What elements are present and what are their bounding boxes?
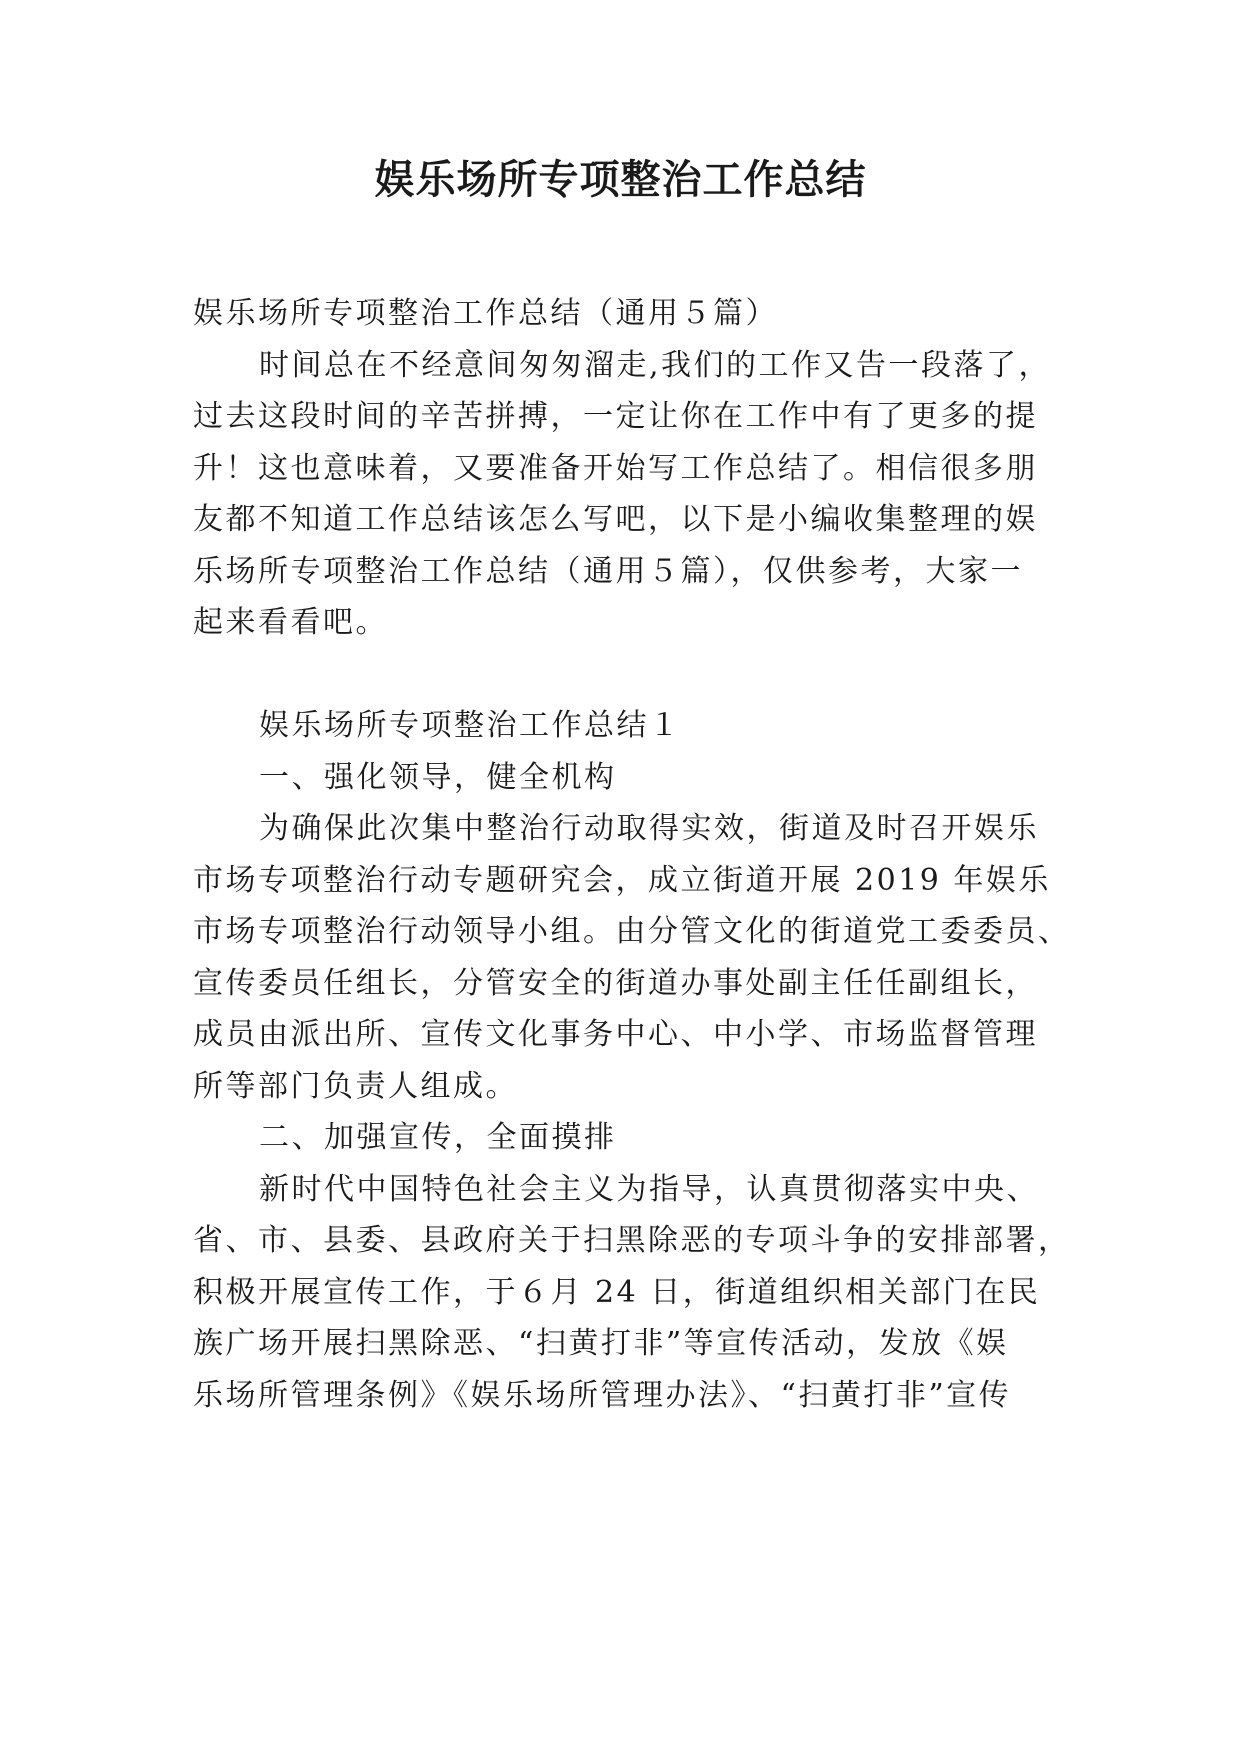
paragraph-line: 为确保此次集中整治行动取得实效，街道及时召开娱乐 [259,811,1039,846]
paragraph-line: 族广场开展扫黑除恶、“扫黄打非”等宣传活动，发放《娱 [193,1326,1009,1361]
intro-line: 友都不知道工作总结该怎么写吧，以下是小编收集整理的娱 [193,502,1038,537]
paragraph-line: 所等部门负责人组成。 [193,1068,518,1104]
paragraph-line: 市场专项整治行动专题研究会，成立街道开展 2019 年娱乐 [193,862,1051,898]
document-subtitle: 娱乐场所专项整治工作总结（通用５篇） [193,296,778,331]
paragraph-line: 积极开展宣传工作，于６月 24 日，街道组织相关部门在民 [193,1274,1041,1310]
paragraph-line: 乐场所管理条例》《娱乐场所管理办法》、“扫黄打非”宣传 [193,1377,1012,1413]
intro-line: 乐场所专项整治工作总结（通用５篇），仅供参考，大家一 [193,553,1023,589]
paragraph-line: 市场专项整治行动领导小组。由分管文化的街道党工委委员、 [193,914,1071,949]
intro-line: 时间总在不经意间匆匆溜走,我们的工作又告一段落了， [259,347,1052,383]
section-title: 娱乐场所专项整治工作总结１ [259,708,682,743]
intro-line: 起来看看吧。 [193,605,388,640]
document-body [193,288,1071,1421]
paragraph-gap [193,649,1063,701]
section-heading: 二、加强宣传，全面摸排 [259,1120,617,1155]
paragraph-line: 省、市、县委、县政府关于扫黑除恶的专项斗争的安排部署， [193,1223,1071,1258]
paragraph-line: 新时代中国特色社会主义为指导，认真贯彻落实中央、 [259,1171,1039,1207]
paragraph-line: 成员由派出所、宣传文化事务中心、中小学、市场监督管理 [193,1017,1038,1052]
paragraph-line: 宣传委员任组长，分管安全的街道办事处副主任任副组长， [193,965,1038,1001]
section-heading: 一、强化领导，健全机构 [259,759,617,795]
intro-line: 升！这也意味着，又要准备开始写工作总结了。相信很多朋 [193,450,1038,486]
document-title: 娱乐场所专项整治工作总结 [374,156,867,203]
intro-line: 过去这段时间的辛苦拼搏，一定让你在工作中有了更多的提 [193,399,1038,434]
